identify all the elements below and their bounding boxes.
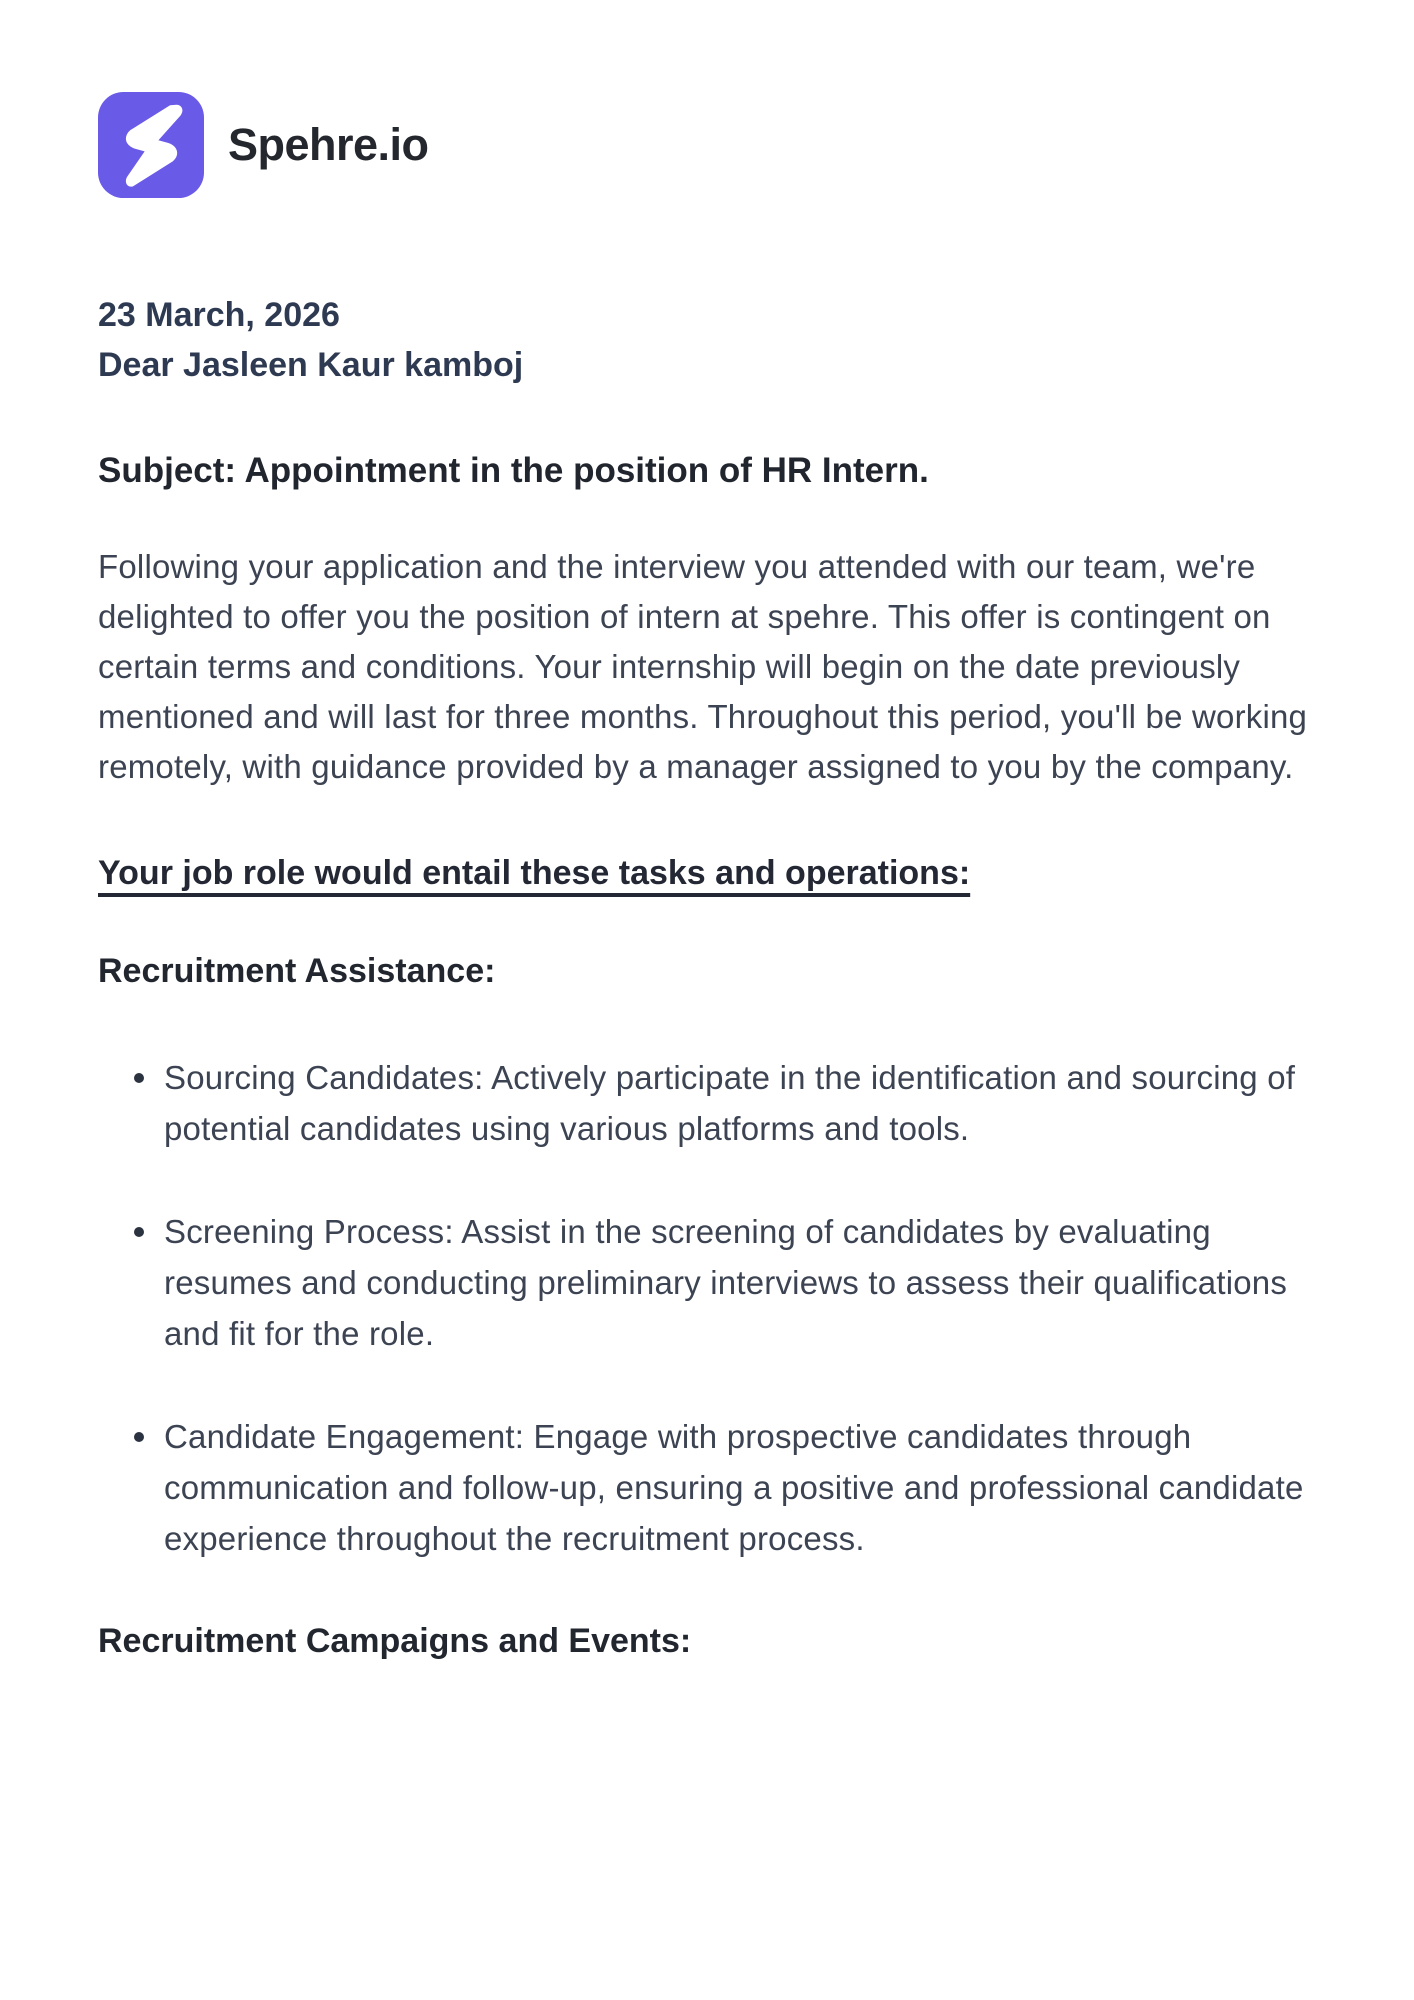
- bullet-candidate-engagement: Candidate Engagement: Engage with prospective candidates through communication and follow-up, ensuring a positive and professional candidate experience throughout the recruitment process.: [134, 1411, 1304, 1564]
- tasks-heading: Your job role would entail these tasks and operations:: [98, 854, 971, 892]
- letter-date: 23 March, 2026: [98, 296, 340, 334]
- subject-line: Subject: Appointment in the position of HR Intern.: [98, 451, 929, 490]
- recruitment-assistance-list: [98, 1052, 1326, 1564]
- bullet-screening-process: Screening Process: Assist in the screening of candidates by evaluating resumes and conducting preliminary interviews to assess their qualifications and fit for the role.: [134, 1206, 1304, 1359]
- section-heading-recruitment-campaigns: Recruitment Campaigns and Events:: [98, 1622, 692, 1660]
- section-heading-recruitment-assistance: Recruitment Assistance:: [98, 952, 496, 990]
- brand-header: [98, 0, 1326, 198]
- intro-paragraph: Following your application and the interview you attended with our team, we're delighted to offer you the position of intern at spehre. This offer is contingent on certain terms and conditions. Your internship will begin on the date previously mentioned and will last for three months. Throughout this period, you'll be working remotely, with guidance provided by a manager assigned to you by the company.: [98, 548, 1308, 785]
- bullet-sourcing-candidates: Sourcing Candidates: Actively participate in the identification and sourcing of potential candidates using various platforms and tools.: [134, 1052, 1304, 1154]
- date-block: [98, 290, 1326, 390]
- spehre-logo-icon: [98, 92, 204, 198]
- salutation: Dear Jasleen Kaur kamboj: [98, 346, 524, 384]
- brand-name: Spehre.io: [228, 119, 429, 170]
